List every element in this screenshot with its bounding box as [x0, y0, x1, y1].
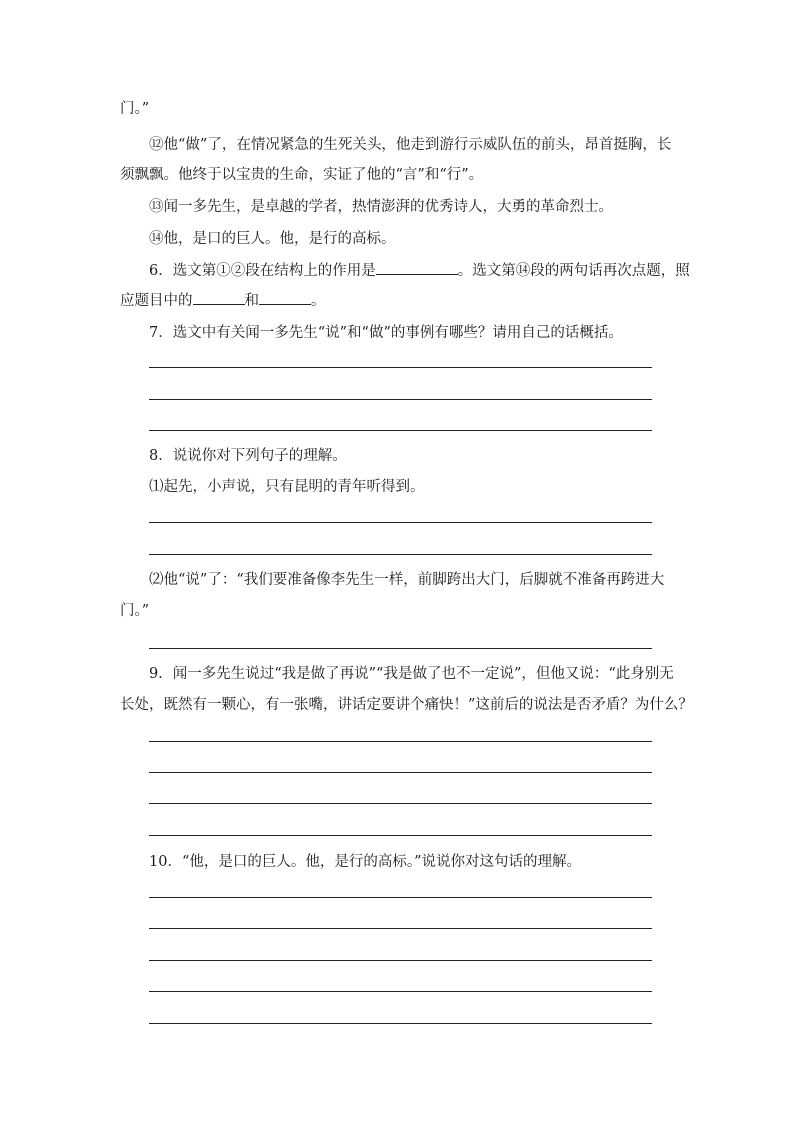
question-8-sub-2-line-2: 门。” — [120, 603, 150, 619]
answer-blank-q6-second[interactable] — [259, 290, 311, 305]
question-6-text-c: 应题目中的 — [120, 293, 193, 309]
answer-line-q8-2-1[interactable] — [149, 648, 652, 649]
answer-line-q9-2[interactable] — [149, 772, 652, 773]
paragraph-13: ⑬闻一多先生，是卓越的学者，热情澎湃的优秀诗人，大勇的革命烈士。 — [149, 199, 613, 215]
question-9-line-1: 9．闻一多先生说过“我是做了再说”“我是做了也不一定说”，但他又说：“此身别无 — [149, 666, 674, 682]
paragraph-12-line-1: ⑫他“做”了，在情况紧急的生死关头，他走到游行示威队伍的前头，昂首挺胸，长 — [149, 137, 672, 153]
answer-blank-q6-structure[interactable] — [376, 260, 458, 275]
answer-line-q8-1-1[interactable] — [149, 522, 652, 523]
answer-line-q7-3[interactable] — [149, 430, 652, 431]
answer-line-q8-1-2[interactable] — [149, 554, 652, 555]
answer-line-q9-3[interactable] — [149, 803, 652, 804]
question-6-text-d: 和 — [244, 293, 259, 309]
answer-line-q10-4[interactable] — [149, 991, 652, 992]
answer-line-q10-5[interactable] — [149, 1023, 652, 1024]
question-8: 8．说说你对下列句子的理解。 — [149, 448, 347, 464]
answer-line-q7-1[interactable] — [149, 367, 652, 368]
answer-line-q10-3[interactable] — [149, 960, 652, 961]
answer-line-q10-1[interactable] — [149, 897, 652, 898]
question-7: 7．选文中有关闻一多先生“说”和“做”的事例有哪些？请用自己的话概括。 — [149, 325, 623, 341]
question-10: 10．“他，是口的巨人。他，是行的高标。”说说你对这句话的理解。 — [149, 854, 582, 870]
question-9-line-2: 长处，既然有一颗心，有一张嘴，讲话定要讲个痛快！”这前后的说法是否矛盾？为什么？ — [120, 697, 693, 713]
question-6-text-a: 6．选文第①②段在结构上的作用是 — [149, 263, 376, 279]
question-6-text-b: 。选文第⑭段的两句话再次点题，照 — [457, 263, 690, 279]
question-6-text-e: 。 — [311, 293, 326, 309]
paragraph-14: ⑭他，是口的巨人。他，是行的高标。 — [149, 231, 396, 247]
paragraph-12-line-2: 须飘飘。他终于以宝贵的生命，实证了他的“言”和“行”。 — [120, 167, 484, 183]
answer-line-q9-4[interactable] — [149, 835, 652, 836]
question-6-line-1 — [149, 260, 690, 281]
answer-line-q9-1[interactable] — [149, 741, 652, 742]
answer-line-q10-2[interactable] — [149, 928, 652, 929]
answer-blank-q6-first[interactable] — [193, 290, 245, 305]
answer-line-q7-2[interactable] — [149, 399, 652, 400]
question-6-line-2 — [120, 290, 326, 311]
question-8-sub-2-line-1: ⑵他“说”了：“我们要准备像李先生一样，前脚跨出大门，后脚就不准备再跨进大 — [149, 572, 665, 588]
question-8-sub-1: ⑴起先，小声说，只有昆明的青年听得到。 — [149, 479, 425, 495]
paragraph-continuation: 门。” — [120, 101, 150, 117]
